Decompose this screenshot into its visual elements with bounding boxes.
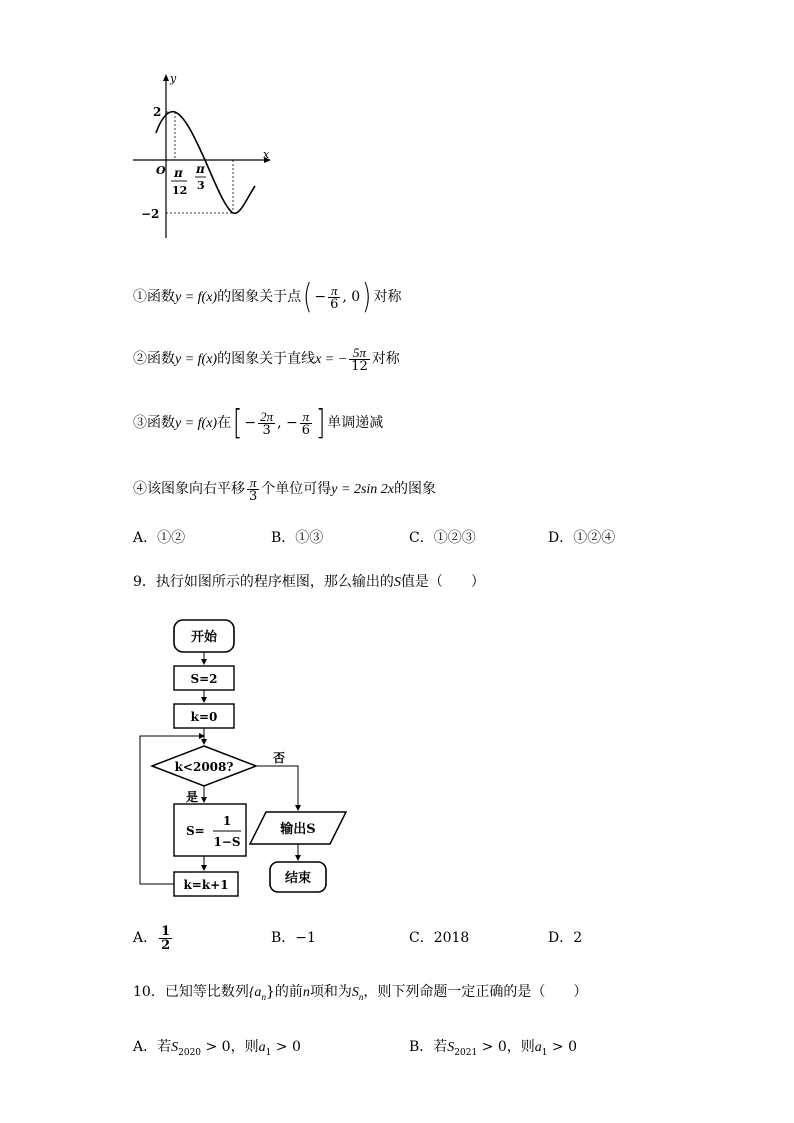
q10-option-b-a1-sub: 1 <box>541 1047 548 1058</box>
q10-option-b[interactable] <box>409 1036 577 1058</box>
tick-pi-12-den: 12 <box>172 184 188 197</box>
flow-yes-label: 是 <box>186 790 199 804</box>
q10-option-a-mid: > 0，则 <box>201 1039 259 1055</box>
q9-option-c[interactable]: C．2018 <box>409 930 470 946</box>
s3-bracket-right: ] <box>316 403 326 443</box>
s1-text-b: 的图象关于点 <box>217 289 302 305</box>
flow-incr-label: k=k+1 <box>183 878 229 892</box>
q10-stem-b: 的前 <box>274 984 303 1000</box>
s2-num: 5π <box>349 346 370 360</box>
s3-bracket-left: [ <box>233 403 243 443</box>
s2-fraction <box>349 346 370 373</box>
sine-graph <box>125 68 285 243</box>
statement-4 <box>133 472 436 506</box>
q10-seq: {a <box>248 985 262 1000</box>
s4-num: π <box>247 476 259 490</box>
q8-option-a[interactable]: A．①② <box>133 530 186 546</box>
q10-stem-S-sub: n <box>358 991 364 1002</box>
s3-func: y = f(x) <box>175 416 218 431</box>
s4-text-b: 个单位可得 <box>261 481 332 497</box>
s3-fraction-2 <box>300 410 312 437</box>
q10-option-b-sub: 2021 <box>454 1047 478 1058</box>
flow-s2-label: S=2 <box>190 672 218 686</box>
s1-neg: − <box>314 289 327 305</box>
s3-text-c: 单调递减 <box>327 415 384 431</box>
q10-stem-S: S <box>351 985 359 1000</box>
q9-stem-s: S <box>393 575 401 590</box>
s2-text-a: ②函数 <box>133 351 175 367</box>
statement-1 <box>133 277 402 317</box>
q10-seq-end: } <box>265 984 275 1000</box>
q10-option-a-end: > 0 <box>271 1039 301 1055</box>
origin-label: O <box>156 164 166 177</box>
flow-start-label: 开始 <box>190 630 218 645</box>
s3-text-b: 在 <box>217 415 232 431</box>
q9-option-a-num: 1 <box>161 923 171 939</box>
s2-text-c: 对称 <box>371 351 400 367</box>
q10-option-a-a1: a <box>258 1040 266 1055</box>
flow-output-label: 输出S <box>280 822 316 837</box>
q10-option-b-text: B．若 <box>409 1039 448 1055</box>
flow-assign-num: 1 <box>222 814 232 828</box>
tick-pi-3-den: 3 <box>197 179 205 192</box>
s3-den1: 3 <box>262 422 271 438</box>
tick-label-2: 2 <box>153 105 162 119</box>
flow-assign-den: 1−S <box>213 835 241 849</box>
s1-func: y = f(x) <box>175 290 218 305</box>
q8-option-c[interactable]: C．①②③ <box>409 530 476 546</box>
s3-neg1: − <box>244 415 257 431</box>
q9-option-d[interactable]: D．2 <box>548 930 583 946</box>
q10-option-a[interactable] <box>133 1036 301 1058</box>
flow-no-path <box>256 766 298 810</box>
s3-num1: 2π <box>260 408 274 424</box>
s4-fraction <box>247 476 259 503</box>
flow-decision-label: k<2008? <box>174 760 234 774</box>
y-axis-arrow <box>163 74 169 81</box>
q10-option-a-a1-sub: 1 <box>265 1047 272 1058</box>
tick-label-neg2: −2 <box>141 207 160 221</box>
flow-k0-label: k=0 <box>190 710 218 724</box>
tick-pi-3-num: π <box>196 162 205 176</box>
x-axis-label: x <box>263 148 270 161</box>
q10-option-b-end: > 0 <box>547 1039 578 1055</box>
q10-option-b-mid: > 0，则 <box>477 1039 535 1055</box>
q10-option-b-a1: a <box>534 1040 542 1055</box>
y-axis-label: y <box>170 72 177 85</box>
q10-stem-c: 项和为 <box>309 984 352 1000</box>
s1-paren-left: ( <box>303 277 313 317</box>
s3-fraction-1 <box>258 410 275 437</box>
q9-stem-a: 9．执行如图所示的程序框图，那么输出的 <box>133 574 394 590</box>
q8-option-d[interactable]: D．①②④ <box>548 530 616 546</box>
q9-stem-b: 值是（ ） <box>400 574 485 590</box>
sine-curve <box>156 112 255 214</box>
s4-text-c: 的图象 <box>394 481 436 497</box>
q9-option-a-label: A． <box>133 930 158 946</box>
flow-no-label: 否 <box>273 751 286 765</box>
q10-stem-n: n <box>302 985 310 1000</box>
s3-den2: 6 <box>301 422 311 438</box>
q9-stem <box>133 570 485 594</box>
s1-zero: , 0 <box>342 289 361 305</box>
flow-assign-left: S= <box>186 824 205 838</box>
s1-den: 6 <box>330 296 339 312</box>
s4-func: y = 2sin 2x <box>331 482 394 497</box>
statement-2 <box>133 342 400 376</box>
s1-num: π <box>328 284 340 298</box>
s4-den: 3 <box>249 488 258 504</box>
s3-num2: π <box>300 410 312 424</box>
s2-func: y = f(x) <box>175 352 218 367</box>
s4-text-a: ④该图象向右平移 <box>133 481 245 497</box>
q9-option-a-fraction <box>159 925 172 952</box>
s2-den: 12 <box>351 358 368 374</box>
q10-stem-a: 10．已知等比数列 <box>133 984 249 1000</box>
q9-option-a-den: 2 <box>161 937 171 953</box>
q10-option-a-S: S <box>171 1040 179 1055</box>
q9-option-a[interactable] <box>133 918 174 958</box>
s3-text-a: ③函数 <box>133 415 175 431</box>
s1-fraction <box>328 284 340 311</box>
s1-text-a: ①函数 <box>133 289 175 305</box>
q9-option-b[interactable]: B．−1 <box>271 930 316 946</box>
q10-seq-sub: n <box>261 991 266 1002</box>
q10-stem-d: ，则下列命题一定正确的是（ ） <box>363 984 588 1000</box>
s2-text-b: 的图象关于直线 <box>217 351 316 367</box>
s1-text-c: 对称 <box>373 289 402 305</box>
q10-option-a-text: A．若 <box>133 1039 172 1055</box>
q10-option-a-sub: 2020 <box>178 1047 202 1058</box>
flowchart <box>130 612 360 902</box>
q8-option-b[interactable]: B．①③ <box>271 530 324 546</box>
tick-pi-12-num: π <box>174 166 183 180</box>
s1-paren-right: ) <box>362 277 372 317</box>
s3-sep: , − <box>277 415 298 431</box>
s2-x: x = − <box>315 352 348 367</box>
statement-3 <box>133 403 384 443</box>
flow-end-label: 结束 <box>284 871 312 886</box>
q10-option-b-S: S <box>447 1040 455 1055</box>
q10-stem <box>133 980 587 1004</box>
